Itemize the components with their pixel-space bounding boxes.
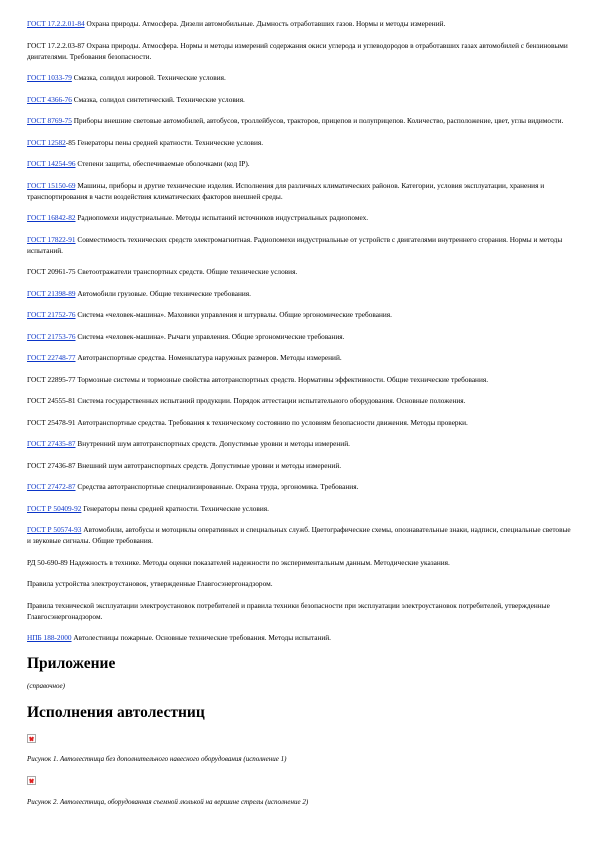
standard-code: ГОСТ 17.2.2.03-87	[27, 40, 85, 50]
figure-caption: Рисунок 2. Автолестница, оборудованная съемной люлькой на вершине стрелы (исполнение 2)	[27, 797, 309, 806]
broken-image-icon[interactable]	[27, 734, 36, 743]
reference-entry	[27, 503, 572, 514]
figure-caption: Рисунок 1. Автолестница без дополнительного навесного оборудования (исполнение 1)	[27, 754, 287, 763]
reference-description: Автомобили грузовые. Общие технические требования.	[75, 288, 251, 298]
reference-entry	[27, 137, 572, 148]
standard-link[interactable]: ГОСТ 1033-79	[27, 73, 72, 82]
standard-link[interactable]: ГОСТ 22748-77	[27, 353, 76, 362]
standard-link[interactable]: ГОСТ 17822-91	[27, 234, 76, 244]
reference-description: Радиопомехи индустриальные. Методы испытаний источников индустриальных радиопомех.	[75, 213, 369, 222]
reference-description: Совместимость технических средств электромагнитная. Радиопомехи индустриальные от устройств с двигателями внутреннего сгорания. Нормы и методы испытаний.	[27, 234, 563, 255]
reference-description: Надежность в технике. Методы оценки показателей надежности по экспериментальным данным. Методические указания.	[67, 557, 450, 567]
reference-description: Охрана природы. Атмосфера. Нормы и методы измерений содержания окиси углерода и углеводородов в отработавших газах автомобилей с бензиновыми двигателями. Требования безопасности.	[27, 40, 568, 61]
standard-link[interactable]: ГОСТ 15150-69	[27, 180, 76, 190]
reference-description: -85 Генераторы пены средней кратности. Технические условия.	[65, 137, 264, 147]
reference-entry	[27, 524, 572, 546]
reference-entry	[27, 481, 572, 492]
broken-image-icon[interactable]	[27, 776, 36, 785]
reference-entry	[27, 288, 572, 299]
reference-description: Внутренний шум автотранспортных средств. Допустимые уровни и методы измерений.	[75, 439, 350, 448]
standard-code: ГОСТ 24555-81	[27, 396, 76, 405]
reference-entry	[27, 40, 572, 62]
reference-entry	[27, 438, 572, 449]
reference-entry	[27, 72, 572, 83]
reference-description: Тормозные системы и тормозные свойства автотранспортных средств. Нормативы эффективности. Общие технические требования.	[75, 374, 489, 384]
normative-references-list	[27, 18, 572, 643]
reference-entry	[27, 352, 572, 363]
reference-description: Правила технической эксплуатации электроустановок потребителей и правила техники безопасности при эксплуатации электроустановок потребителей, утвержденные Главгосэнергонадзором.	[27, 600, 550, 621]
reference-entry	[27, 600, 572, 622]
reference-description: Охрана природы. Атмосфера. Дизели автомобильные. Дымность отработавших газов. Нормы и методы измерений.	[84, 19, 446, 28]
document-body	[27, 18, 572, 807]
reference-entry	[27, 180, 572, 202]
reference-description: Степени защиты, обеспечиваемые оболочками (код IP).	[75, 159, 250, 168]
reference-entry	[27, 94, 572, 105]
standard-link[interactable]: ГОСТ Р 50409-92	[27, 503, 82, 513]
reference-entry	[27, 158, 572, 169]
reference-description: Автотранспортные средства. Требования к техническому состоянию по условиям безопасности движения. Методы проверки.	[75, 417, 468, 427]
standard-link[interactable]: ГОСТ 17.2.2.01-84	[27, 19, 85, 28]
reference-entry	[27, 374, 572, 385]
standard-code: ГОСТ 27436-87	[27, 460, 76, 470]
reference-entry	[27, 632, 572, 643]
reference-entry	[27, 395, 572, 406]
reference-description: Автолестницы пожарные. Основные технические требования. Методы испытаний.	[71, 633, 332, 642]
standard-link[interactable]: ГОСТ 27435-87	[27, 439, 76, 448]
standard-link[interactable]: ГОСТ 21753-76	[27, 331, 76, 341]
standard-link[interactable]: ГОСТ 4366-76	[27, 94, 72, 104]
reference-description: Машины, приборы и другие технические изделия. Исполнения для различных климатических районов. Категории, условия эксплуатации, хранения и транспортирования в части воздействия климатических факторов внешней среды.	[27, 180, 545, 201]
reference-description: Система «человек-машина». Маховики управления и штурвалы. Общие эргономические требования.	[75, 310, 392, 319]
reference-entry	[27, 460, 572, 471]
appendix-heading: Приложение	[27, 654, 116, 672]
appendix-note: (справочное)	[27, 681, 65, 690]
reference-description: Смазка, солидол синтетический. Технические условия.	[71, 94, 245, 104]
reference-description: Система государственных испытаний продукции. Порядок аттестации испытательного оборудования. Основные положения.	[75, 396, 466, 405]
reference-description: Система «человек-машина». Рычаги управления. Общие эргономические требования.	[75, 331, 345, 341]
standard-link[interactable]: ГОСТ 21752-76	[27, 310, 76, 319]
standard-code: ГОСТ 20961-75	[27, 267, 76, 276]
reference-description: Внешний шум автотранспортных средств. Допустимые уровни и методы измерений.	[75, 460, 342, 470]
reference-entry	[27, 578, 572, 589]
reference-description: Средства автотранспортные специализированные. Охрана труда, эргономика. Требования.	[75, 482, 359, 491]
reference-description: Генераторы пены средней кратности. Технические условия.	[81, 503, 269, 513]
section-heading: Исполнения автолестниц	[27, 703, 205, 721]
reference-entry	[27, 18, 572, 29]
reference-entry	[27, 417, 572, 428]
reference-entry	[27, 266, 572, 277]
standard-code: РД 50-690-89	[27, 557, 68, 567]
reference-description: Автомобили, автобусы и мотоциклы оперативных и специальных служб. Цветографические схемы, опознавательные знаки, надписи, специальные световые и звуковые сигналы. Общие требования.	[27, 525, 571, 545]
standard-link[interactable]: ГОСТ 12582	[27, 137, 66, 147]
reference-description: Приборы внешние световые автомобилей, автобусов, троллейбусов, тракторов, прицепов и полуприцепов. Количество, расположение, цвет, углы видимости.	[71, 116, 564, 125]
reference-entry	[27, 557, 572, 568]
standard-link[interactable]: ГОСТ 27472-87	[27, 482, 76, 491]
reference-entry	[27, 212, 572, 223]
reference-description: Смазка, солидол жировой. Технические условия.	[71, 73, 226, 82]
reference-entry	[27, 115, 572, 126]
reference-entry	[27, 234, 572, 256]
standard-link[interactable]: ГОСТ Р 50574-93	[27, 525, 82, 534]
reference-description: Светоотражатели транспортных средств. Общие технические условия.	[75, 267, 298, 276]
reference-description: Правила устройства электроустановок, утвержденные Главгосэнергонадзором.	[27, 579, 273, 588]
standard-code: ГОСТ 22895-77	[27, 374, 76, 384]
reference-description: Автотранспортные средства. Номенклатура наружных размеров. Методы измерений.	[75, 353, 342, 362]
reference-entry	[27, 309, 572, 320]
reference-entry	[27, 331, 572, 342]
standard-link[interactable]: ГОСТ 21398-89	[27, 288, 76, 298]
standard-link[interactable]: НПБ 188-2000	[27, 633, 72, 642]
standard-code: ГОСТ 25478-91	[27, 417, 76, 427]
standard-link[interactable]: ГОСТ 8769-75	[27, 116, 72, 125]
standard-link[interactable]: ГОСТ 16842-82	[27, 213, 76, 222]
standard-link[interactable]: ГОСТ 14254-96	[27, 159, 76, 168]
